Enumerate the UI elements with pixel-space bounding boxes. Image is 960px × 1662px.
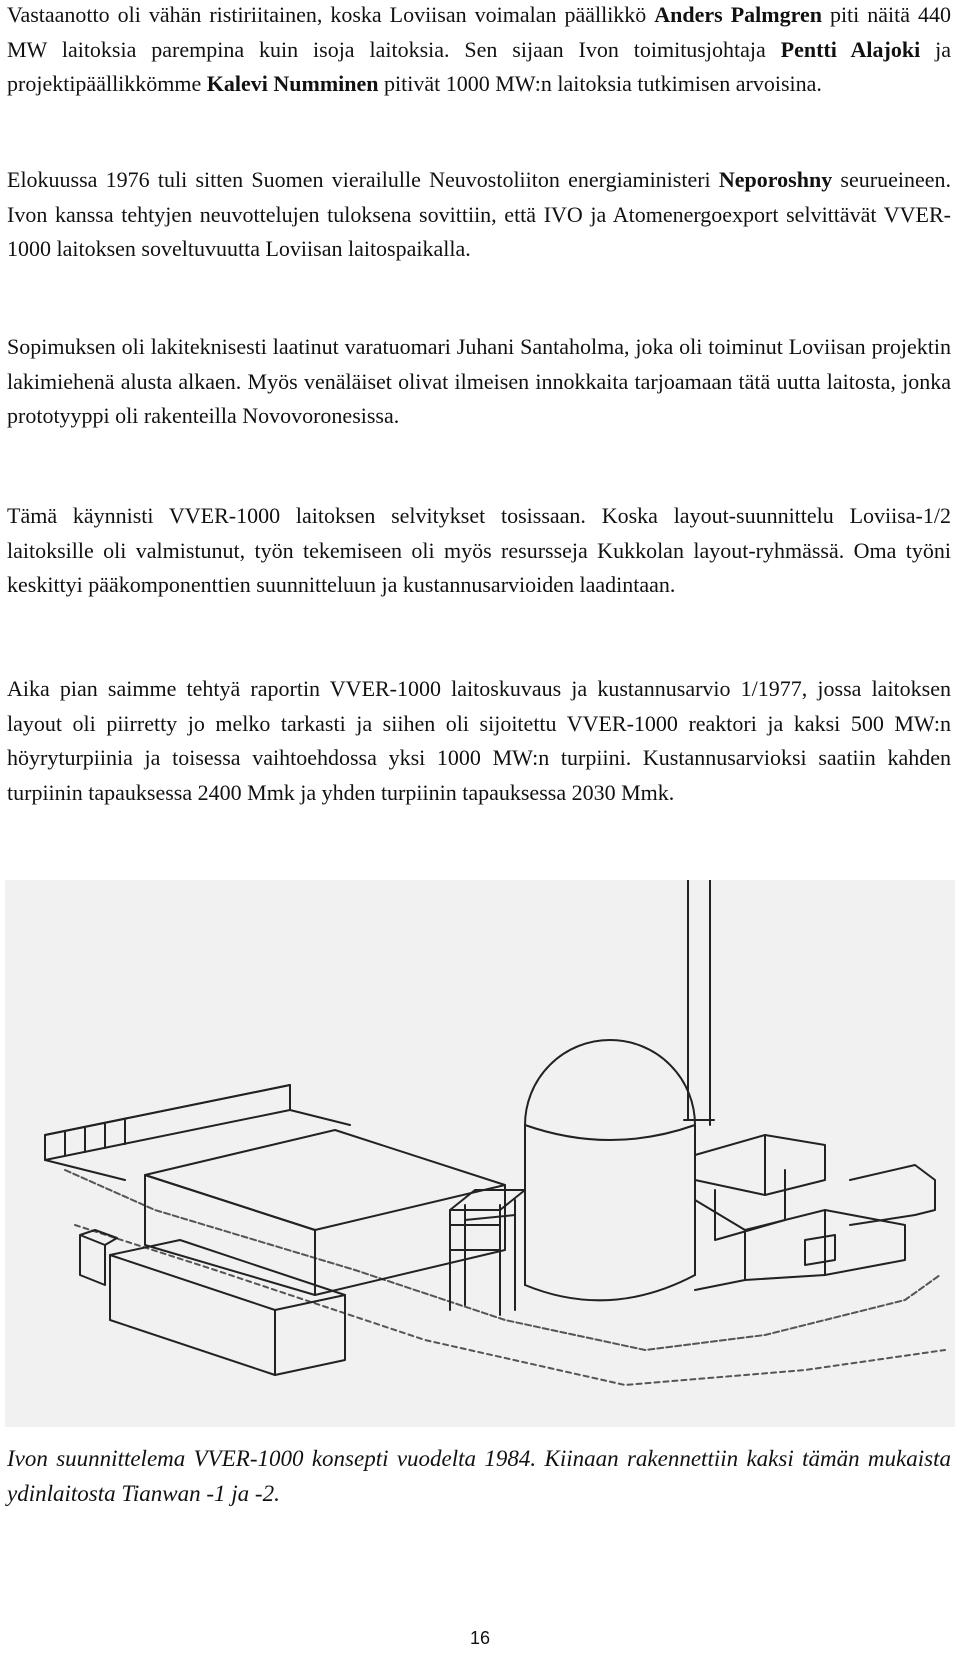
bold-name: Pentti Alajoki (780, 36, 921, 62)
text-span: Vastaanotto oli vähän ristiriitainen, koska Loviisan voimalan päällikkö (7, 2, 655, 27)
paragraph-5: Aika pian saimme tehtyä raportin VVER-1000 laitoskuvaus ja kustannusarvio 1/1977, jossa laitoksen layout oli piirretty jo melko tarkasti ja siihen oli sijoitettu VVER-1000 reaktori ja kaksi 500 MW:n höyryturpiinia ja toisessa vaihtoehdossa yksi 1000 MW:n turpiini. Kustannusarvioksi saatiin kahden turpiinin tapauksessa 2400 Mmk ja yhden turpiinin tapauksessa 2030 Mmk. (7, 676, 951, 805)
text-span: seurueineen. Ivon kanssa tehtyjen neuvottelujen tuloksena sovittiin, että IVO ja Atomenergoexport selvittävät VVER-1000 laitoksen soveltuvuutta Loviisan laitospaikalla. (7, 167, 951, 261)
text-span: ja projektipäällikkömme (7, 36, 951, 96)
paragraph-4: Tämä käynnisti VVER-1000 laitoksen selvitykset tosissaan. Koska layout-suunnittelu Loviisa-1/2 laitoksille oli valmistunut, työn tekemiseen oli myös resursseja Kukkolan layout-ryhmässä. Oma työni keskittyi pääkomponenttien suunnitteluun ja kustannusarvioiden laadintaan. (7, 503, 951, 597)
paragraph-3: Sopimuksen oli lakiteknisesti laatinut varatuomari Juhani Santaholma, joka oli toiminut Loviisan projektin lakimiehenä alusta alkaen. Myös venäläiset olivat ilmeisen innokkaita tarjoamaan tätä uutta laitosta, jonka prototyyppi oli rakenteilla Novovoronesissa. (7, 334, 951, 428)
paragraph-1 (7, 0, 951, 102)
bold-name: Kalevi Numminen (206, 71, 379, 96)
figure-plant-drawing (5, 880, 955, 1427)
text-span: Elokuussa 1976 tuli sitten Suomen vierailulle Neuvostoliiton energiaministeri (7, 167, 719, 192)
page-number: 16 (469, 1628, 491, 1648)
text-span: piti näitä 440 MW laitoksia parempina kuin isoja laitoksia. Sen sijaan Ivon toimitusjohtaja (7, 2, 951, 62)
plant-drawing-illustration (5, 880, 955, 1427)
bold-name: Anders Palmgren (654, 2, 822, 27)
text-span: pitivät 1000 MW:n laitoksia tutkimisen arvoisina. (378, 71, 822, 96)
figure-caption: Ivon suunnittelema VVER-1000 konsepti vuodelta 1984. Kiinaan rakennettiin kaksi tämän mukaista ydinlaitosta Tianwan -1 ja -2. (7, 1446, 951, 1506)
bold-name: Neporoshny (718, 167, 833, 192)
paragraph-2 (7, 163, 951, 267)
